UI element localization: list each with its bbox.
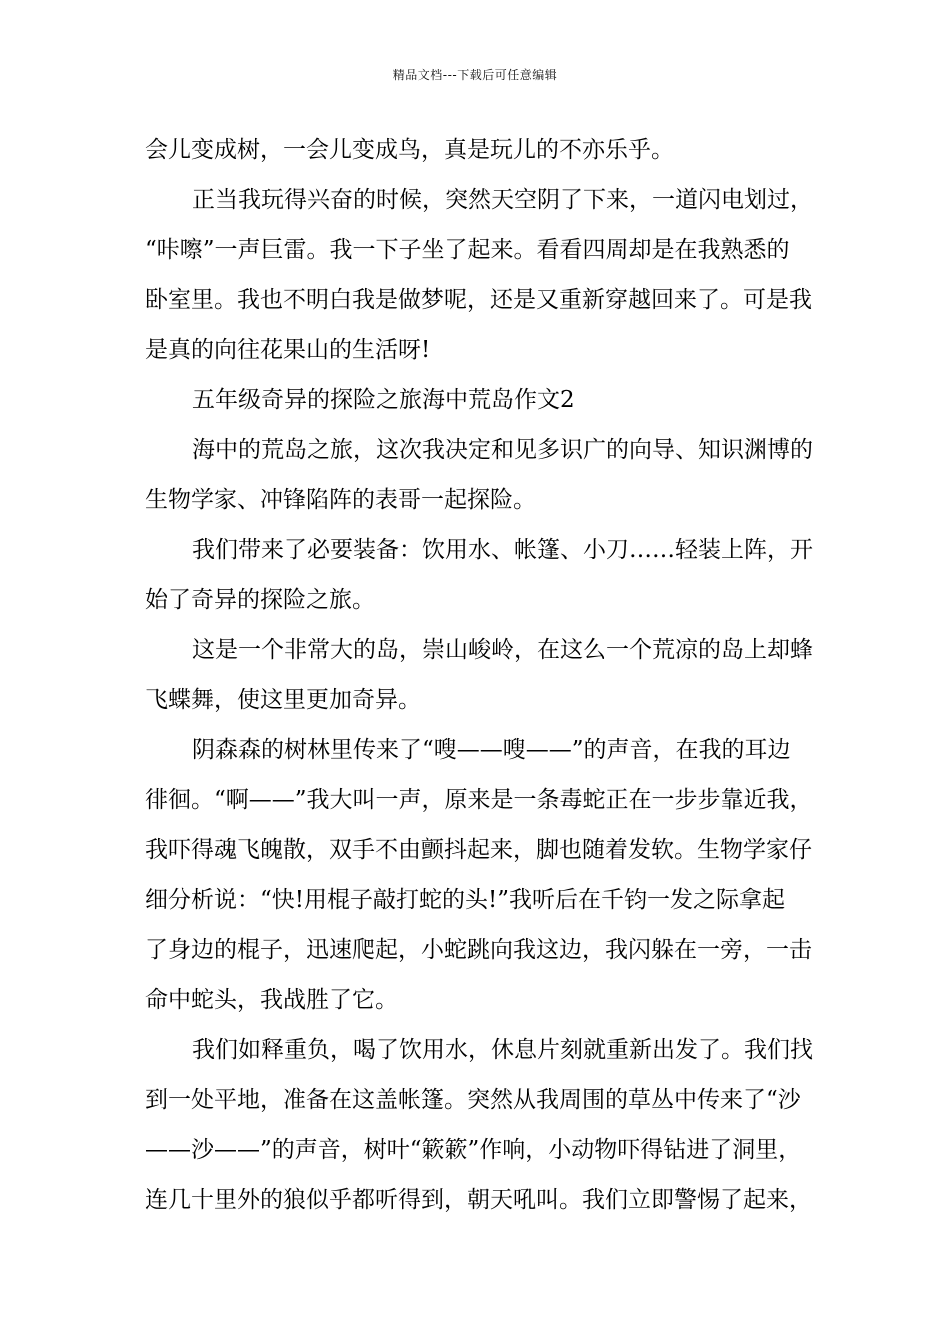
text-line: 是真的向往花果山的生活呀! — [145, 337, 431, 363]
text-line: 正当我玩得兴奋的时候，突然天空阴了下来，一道闪电划过， — [192, 187, 813, 213]
text-line: 到一处平地，准备在这盖帐篷。突然从我周围的草丛中传来了“沙 — [145, 1087, 801, 1113]
text-line: 海中的荒岛之旅，这次我决定和见多识广的向导、知识渊博的 — [192, 437, 813, 463]
text-line: 徘徊。“啊——”我大叫一声，原来是一条毒蛇正在一步步靠近我， — [145, 787, 813, 813]
text-line: 细分析说：“快!用棍子敲打蛇的头!”我听后在千钧一发之际拿起 — [145, 887, 786, 913]
text-line: 这是一个非常大的岛，崇山峻岭，在这么一个荒凉的岛上却蜂 — [192, 637, 813, 663]
text-line: 我们如释重负，喝了饮用水，休息片刻就重新出发了。我们找 — [192, 1037, 813, 1063]
text-line: 命中蛇头，我战胜了它。 — [145, 987, 398, 1013]
page-header: 精品文档---下载后可任意编辑 — [392, 68, 558, 82]
text-line: 飞蝶舞，使这里更加奇异。 — [145, 687, 421, 713]
text-line: “咔嚓”一声巨雷。我一下子坐了起来。看看四周却是在我熟悉的 — [145, 237, 790, 263]
text-line: 会儿变成树，一会儿变成鸟，真是玩儿的不亦乐乎。 — [145, 137, 674, 163]
text-line: 阴森森的树林里传来了“嗖——嗖——”的声音，在我的耳边 — [192, 737, 791, 763]
text-line: 始了奇异的探险之旅。 — [145, 587, 375, 613]
section-heading: 五年级奇异的探险之旅海中荒岛作文2 — [192, 387, 575, 413]
text-line: 我吓得魂飞魄散，双手不由颤抖起来，脚也随着发软。生物学家仔 — [145, 837, 812, 863]
text-line: 了身边的棍子，迅速爬起，小蛇跳向我这边，我闪躲在一旁，一击 — [145, 937, 812, 963]
text-line: 生物学家、冲锋陷阵的表哥一起探险。 — [145, 487, 536, 513]
text-line: 卧室里。我也不明白我是做梦呢，还是又重新穿越回来了。可是我 — [145, 287, 812, 313]
text-line: 我们带来了必要装备：饮用水、帐篷、小刀……轻装上阵，开 — [192, 537, 813, 563]
text-line: ——沙——”的声音，树叶“簌簌”作响，小动物吓得钻进了洞里， — [145, 1137, 802, 1163]
text-line: 连几十里外的狼似乎都听得到，朝天吼叫。我们立即警惕了起来， — [145, 1187, 812, 1213]
